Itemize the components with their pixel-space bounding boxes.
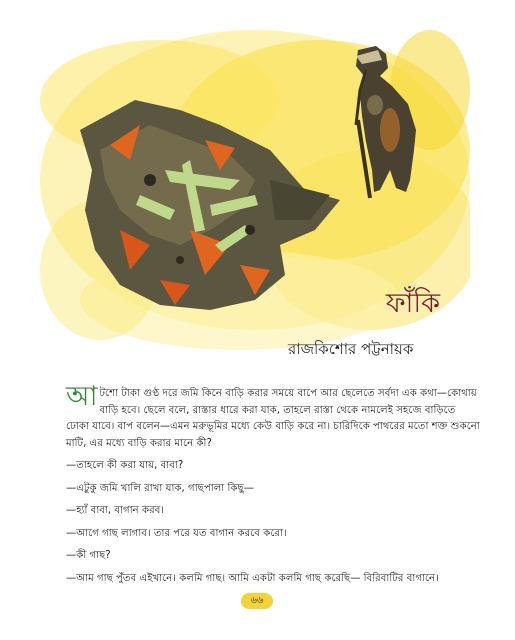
- dialogue-line: —তাহলে কী করা যায়, বাবা?: [66, 460, 184, 471]
- opening-paragraph: [66, 381, 480, 452]
- dialogue-line: —কী গাছ?: [66, 550, 111, 561]
- author-name: রাজকিশোর পট্টনায়ক: [288, 340, 414, 358]
- drop-cap: আ: [66, 381, 98, 412]
- dialogue-line: —এটুকু জমি খালি রাখা যাক, গাছপালা কিছু—: [66, 482, 254, 494]
- dialogue-line: —আগে গাছ লাগাব। তার পরে যত বাগান করবে করো।: [66, 527, 287, 539]
- story-title: ফাঁকি: [385, 288, 440, 319]
- dialogue-line: —হ্যাঁ বাবা, বাগান করব।: [66, 505, 165, 516]
- opening-text: টশো টাকা গুণ্ঠ দরে জমি কিনে বাড়ি করার সময়ে বাপে আর ছেলেতে সর্বদা এক কথা—কোথায় বাড়ি হবে। ছেলে বলে, রাস্তার ধারে করা যাক, তাহলে রাস্তা থেকে নামলেই সহজে বাড়িতে ঢোকা যাবে। বাপ বলেন—এমন মরুভূমির মধ্যে কেউ বাড়ি করে না। চারিদিকে পাথরের মতো শক্ত শুকনো মাটি, এর মধ্যে বাড়ি করার মানে কী?: [66, 388, 480, 449]
- dialogue-line: —আম গাছ পুঁতব এইখানে। কলমি গাছ। আমি একটা কলমি গাছ করেছি— বিরিবাটির বাগানে।: [66, 572, 439, 584]
- story-body: [66, 381, 480, 587]
- page-number: ৬৬: [241, 593, 273, 609]
